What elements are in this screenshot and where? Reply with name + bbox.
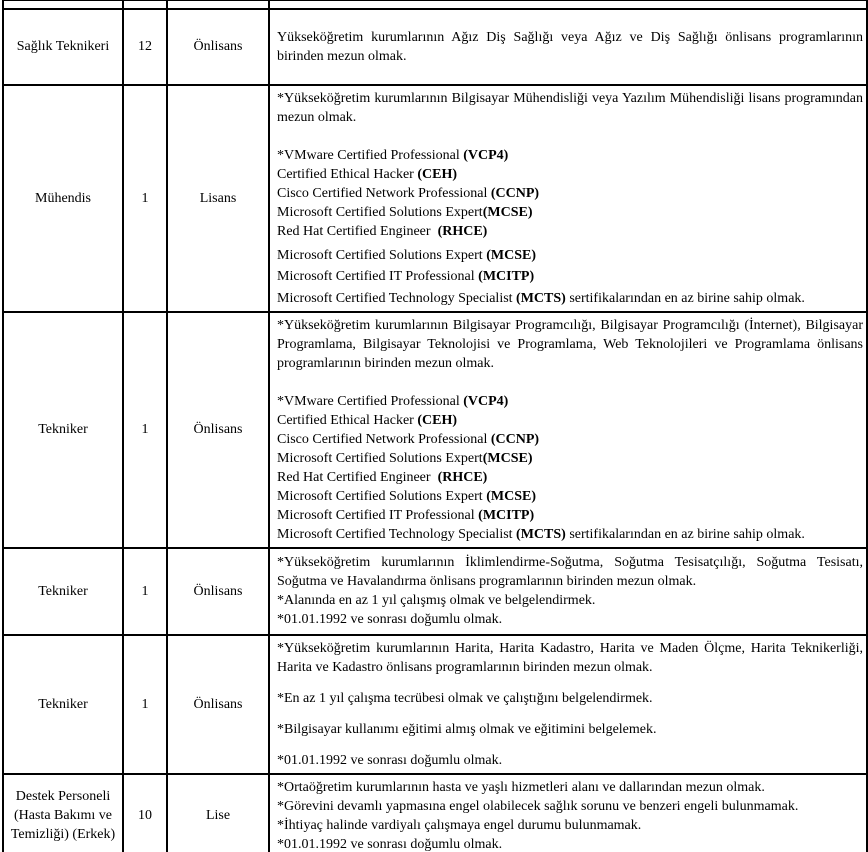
requirement-paragraph: Cisco Certified Network Professional (CCNP) xyxy=(277,431,540,447)
requirement-paragraph: Red Hat Certified Engineer (RHCE) xyxy=(277,469,488,485)
position-cell xyxy=(3,1,123,9)
requirement-paragraph: *Görevini devamlı yapmasına engel olabilecek sağlık sorunu ve benzeri engeli bulunmamak. xyxy=(277,798,799,814)
requirement-paragraph: Microsoft Certified IT Professional (MCITP) xyxy=(277,268,535,284)
requirement-paragraph: *Yükseköğretim kurumlarının Bilgisayar Programcılığı, Bilgisayar Programcılığı (İnternet), Bilgisayar Programlama, Bilgisayar Teknolojisi ve Programlama, Web Teknolojileri ve Programlama önlisans programlarının birinden mezun olmak. xyxy=(277,317,863,371)
count-cell: 1 xyxy=(123,85,167,312)
education-cell: Önlisans xyxy=(167,312,269,548)
table-row xyxy=(3,548,867,635)
position-cell: Destek Personeli (Hasta Bakımı ve Temizliği) (Erkek) xyxy=(3,774,123,852)
education-cell: Lise xyxy=(167,774,269,852)
requirement-paragraph: Certified Ethical Hacker (CEH) xyxy=(277,412,457,428)
requirement-paragraph: *Alanında en az 1 yıl çalışmış olmak ve belgelendirmek. xyxy=(277,593,596,608)
education-cell: Önlisans xyxy=(167,9,269,85)
count-cell xyxy=(123,1,167,9)
requirement-paragraph: *VMware Certified Professional (VCP4) xyxy=(277,147,509,163)
requirements-cell xyxy=(269,312,867,548)
job-table xyxy=(2,0,868,852)
education-cell: Lisans xyxy=(167,85,269,312)
count-cell: 12 xyxy=(123,9,167,85)
requirements-cell xyxy=(269,774,867,852)
table-row xyxy=(3,635,867,774)
position-cell: Mühendis xyxy=(3,85,123,312)
partial-top-row xyxy=(3,1,867,9)
requirement-paragraph: *Yükseköğretim kurumlarının Bilgisayar Mühendisliği veya Yazılım Mühendisliği lisans programından mezun olmak. xyxy=(277,90,863,125)
requirement-paragraph: Microsoft Certified Solutions Expert(MCSE) xyxy=(277,450,533,466)
position-cell: Tekniker xyxy=(3,312,123,548)
requirement-paragraph: *En az 1 yıl çalışma tecrübesi olmak ve çalıştığını belgelendirmek. xyxy=(277,690,653,706)
requirement-paragraph: Microsoft Certified Technology Specialist (MCTS) sertifikalarından en az birine sahip olmak. xyxy=(277,526,805,542)
requirement-paragraph: *01.01.1992 ve sonrası doğumlu olmak. xyxy=(277,612,503,627)
requirements-cell xyxy=(269,548,867,635)
requirement-paragraph: *01.01.1992 ve sonrası doğumlu olmak. xyxy=(277,836,503,852)
count-cell: 1 xyxy=(123,548,167,635)
requirement-paragraph: Microsoft Certified Solutions Expert(MCSE) xyxy=(277,204,533,220)
requirement-paragraph: Microsoft Certified Technology Specialist (MCTS) sertifikalarından en az birine sahip olmak. xyxy=(277,290,805,306)
education-cell xyxy=(167,1,269,9)
requirement-paragraph: Microsoft Certified IT Professional (MCITP) xyxy=(277,507,535,523)
requirement-paragraph: Yükseköğretim kurumlarının Ağız Diş Sağlığı veya Ağız ve Diş Sağlığı önlisans programlarının birinden mezun olmak. xyxy=(277,29,863,64)
table-row xyxy=(3,312,867,548)
job-table-body xyxy=(3,1,867,852)
table-row xyxy=(3,774,867,852)
requirement-paragraph: Microsoft Certified Solutions Expert (MCSE) xyxy=(277,247,536,263)
position-cell: Sağlık Teknikeri xyxy=(3,9,123,85)
requirement-paragraph: *Bilgisayar kullanımı eğitimi almış olmak ve eğitimini belgelemek. xyxy=(277,721,657,737)
requirements-cell xyxy=(269,9,867,85)
education-cell: Önlisans xyxy=(167,548,269,635)
requirement-paragraph: Certified Ethical Hacker (CEH) xyxy=(277,166,457,182)
requirement-paragraph: Red Hat Certified Engineer (RHCE) xyxy=(277,223,488,239)
position-cell: Tekniker xyxy=(3,635,123,774)
requirement-paragraph: Cisco Certified Network Professional (CCNP) xyxy=(277,185,540,201)
requirement-paragraph: *VMware Certified Professional (VCP4) xyxy=(277,393,509,409)
position-cell: Tekniker xyxy=(3,548,123,635)
requirement-paragraph: Microsoft Certified Solutions Expert (MCSE) xyxy=(277,488,536,504)
count-cell: 1 xyxy=(123,312,167,548)
requirements-cell xyxy=(269,85,867,312)
requirement-paragraph: *01.01.1992 ve sonrası doğumlu olmak. xyxy=(277,752,503,768)
requirement-paragraph: *Yükseköğretim kurumlarının Harita, Harita Kadastro, Harita ve Maden Ölçme, Harita Teknikerliği, Harita ve Kadastro önlisans programlarının birinden mezun olmak. xyxy=(277,640,863,675)
requirement-paragraph: *Yükseköğretim kurumlarının İklimlendirme-Soğutma, Soğutma Tesisatçılığı, Soğutma Tesisatı, Soğutma ve Havalandırma önlisans programlarının birinden mezun olmak. xyxy=(277,555,863,589)
table-row xyxy=(3,85,867,312)
requirements-cell xyxy=(269,1,867,9)
table-row xyxy=(3,9,867,85)
requirements-cell xyxy=(269,635,867,774)
count-cell: 10 xyxy=(123,774,167,852)
requirement-paragraph: *Ortaöğretim kurumlarının hasta ve yaşlı hizmetleri alanı ve dallarından mezun olmak. xyxy=(277,779,765,795)
education-cell: Önlisans xyxy=(167,635,269,774)
requirement-paragraph: *İhtiyaç halinde vardiyalı çalışmaya engel durumu bulunmamak. xyxy=(277,817,642,833)
count-cell: 1 xyxy=(123,635,167,774)
